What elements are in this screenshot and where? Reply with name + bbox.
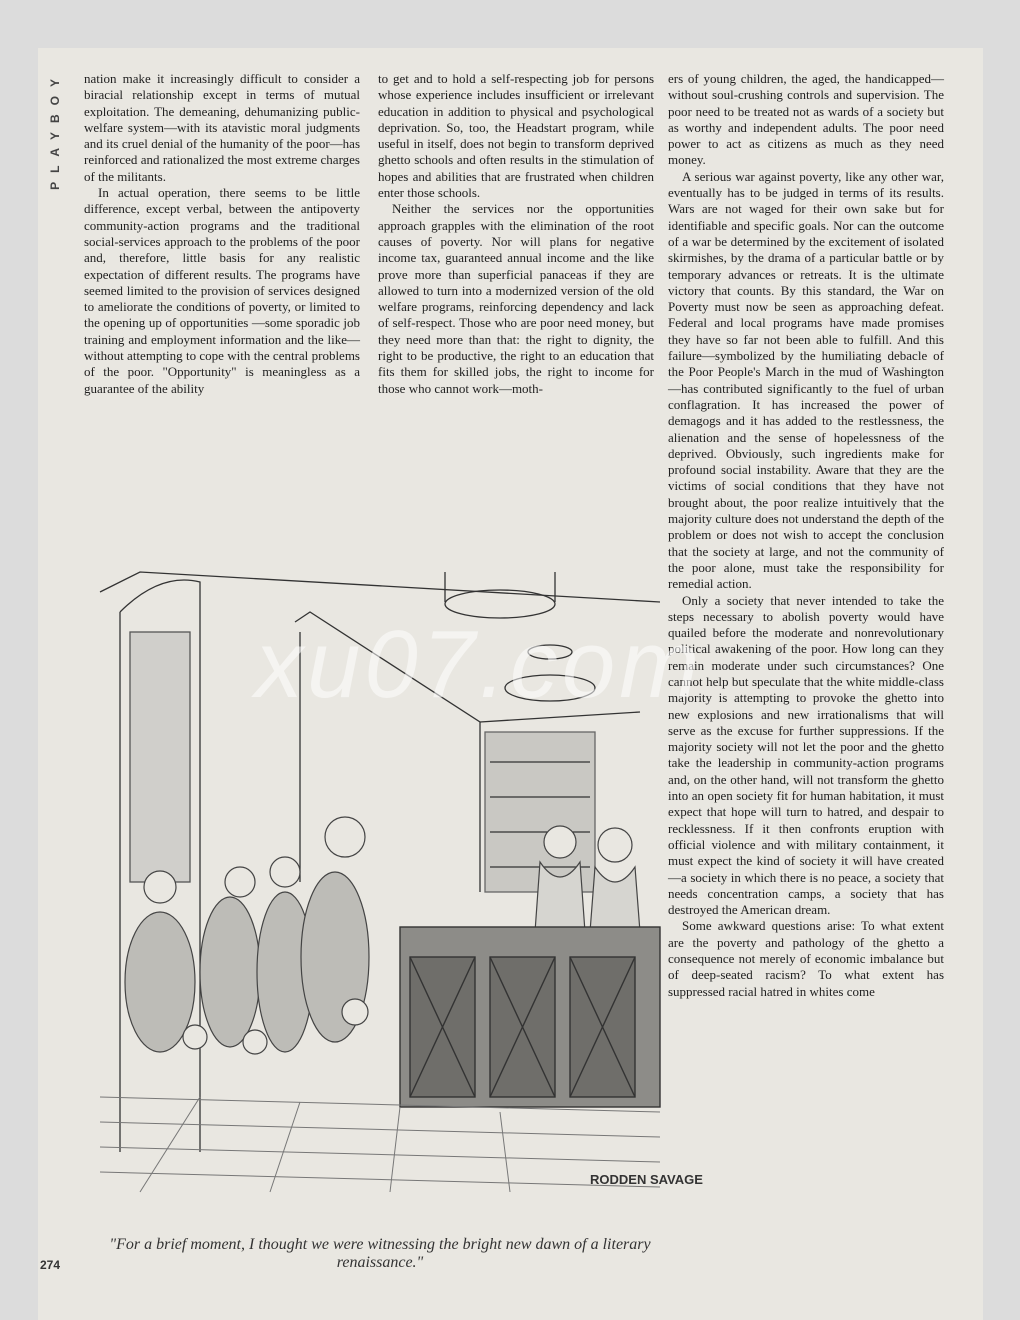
watermark-overlay: xu07.com xyxy=(255,611,704,718)
paragraph: Neither the services nor the opportunities approach grapples with the elimination of the root causes of poverty. Nor will plans for negative income tax, guaranteed annual income and the like prove more than superficial panaceas if they are allowed to turn into a modernized version of the old welfare programs, reinforcing dependency and lack of self-respect. Those who are poor need money, but they need more than that: the right to dignity, the right to be productive, the right to an education that fits them for skilled jobs, the right to income for those who cannot work—moth- xyxy=(378,201,654,396)
paragraph: Some awkward questions arise: To what extent are the poverty and pathology of the ghetto a consequence not merely of economic imbalance but of deep-seated racism? To what extent has suppressed racial hatred in whites come xyxy=(668,918,944,999)
paragraph: nation make it increasingly difficult to consider a biracial relationship except in terms of mutual exploitation. The demeaning, dehumanizing public-welfare system—with its atavistic moral judgments and its cruel denial of the humanity of the poor—has reinforced and rationalized the most extreme charges of the militants. xyxy=(84,71,360,184)
paragraph: to get and to hold a self-respecting job for persons whose experience includes insufficient or irrelevant education in addition to physical and psychological deprivation. So, too, the Headstart program, while useful in itself, does not begin to transform deprived ghetto schools and often results in the stimulation of hopes and abilities that are frustrated when children enter those schools. xyxy=(378,71,654,201)
paragraph: Only a society that never intended to take the steps necessary to abolish poverty would have quailed before the moderate and nonrevolutionary political awakening of the poor. How long can they remain moderate under such circumstances? One cannot help but speculate that the white middle-class majority is attempting to provoke the ghetto into new explosions and new irrationalisms that will serve as the excuse for further suppressions. If the majority society will not let the poor and the ghetto take the leadership in community-action programs and, on the other hand, will not transform the ghetto into an open society fit for human habitation, it must expect that hope will turn to hatred, and despair to recklessness. If it then confronts eruption with official violence and with military containment, it must expect the kind of society it will have created—a society in which there is no peace, a society that needs concentration camps, a society that has destroyed the American dream. xyxy=(668,592,944,918)
text-column-3 xyxy=(668,71,944,1271)
cartoon-illustration xyxy=(100,552,703,1192)
text-column-2 xyxy=(378,71,654,397)
text-column-1 xyxy=(84,71,360,397)
cartoon-caption: "For a brief moment, I thought we were witnessing the bright new dawn of a literary renaissance." xyxy=(109,1236,651,1271)
paragraph: A serious war against poverty, like any other war, eventually has to be judged in terms of its results. Wars are not waged for their own sake but for identifiable and specific goals. Nor can the outcome of a war be determined by the excitement of isolated skirmishes, by the drama of a particular battle or by temporary advances or retreats. It is the ultimate victory that counts. By this standard, the War on Poverty must now be seen as approaching defeat. Federal and local programs have made promises they have so far not been able to fulfill. And this failure—symbolized by the humiliating debacle of the Poor People's March in the mud of Washington—has contributed significantly to the fuel of urban conflagration. It has increased the power of demagogs and it has added to the restlessness, the alienation and the sense of hopelessness of the deprived. Obviously, such ingredients make for profound social instability. Aware that they are the victims of social conditions that they have not brought about, the poor realize intuitively that the majority culture does not understand the depth of the problem or does not wish to accept the conclusion that the society at large, and not the community of the poor alone, must take the responsibility for remedial action. xyxy=(668,168,944,592)
artist-signature: RODDEN SAVAGE xyxy=(590,1172,703,1187)
paragraph: In actual operation, there seems to be little difference, except verbal, between the antipoverty community-action programs and the traditional social-services approach to the problems of the poor and, therefore, little basis for any realistic expectation of different results. The programs have seemed limited to the provision of services designed to ameliorate the conditions of poverty, or limited to the opening up of opportunities —some sporadic job training and employment information and the like—without attempting to cope with the central problems of the poor. "Opportunity" is meaningless as a guarantee of the ability xyxy=(84,185,360,396)
paragraph: ers of young children, the aged, the handicapped—without soul-crushing controls and supervision. The poor need to be treated not as wards of a society but as worthy and independent adults. The poor need power to act as citizens as much as they need money. xyxy=(668,71,944,168)
page-number: 274 xyxy=(40,1258,61,1272)
magazine-side-label: PLAYBOY xyxy=(48,70,62,190)
